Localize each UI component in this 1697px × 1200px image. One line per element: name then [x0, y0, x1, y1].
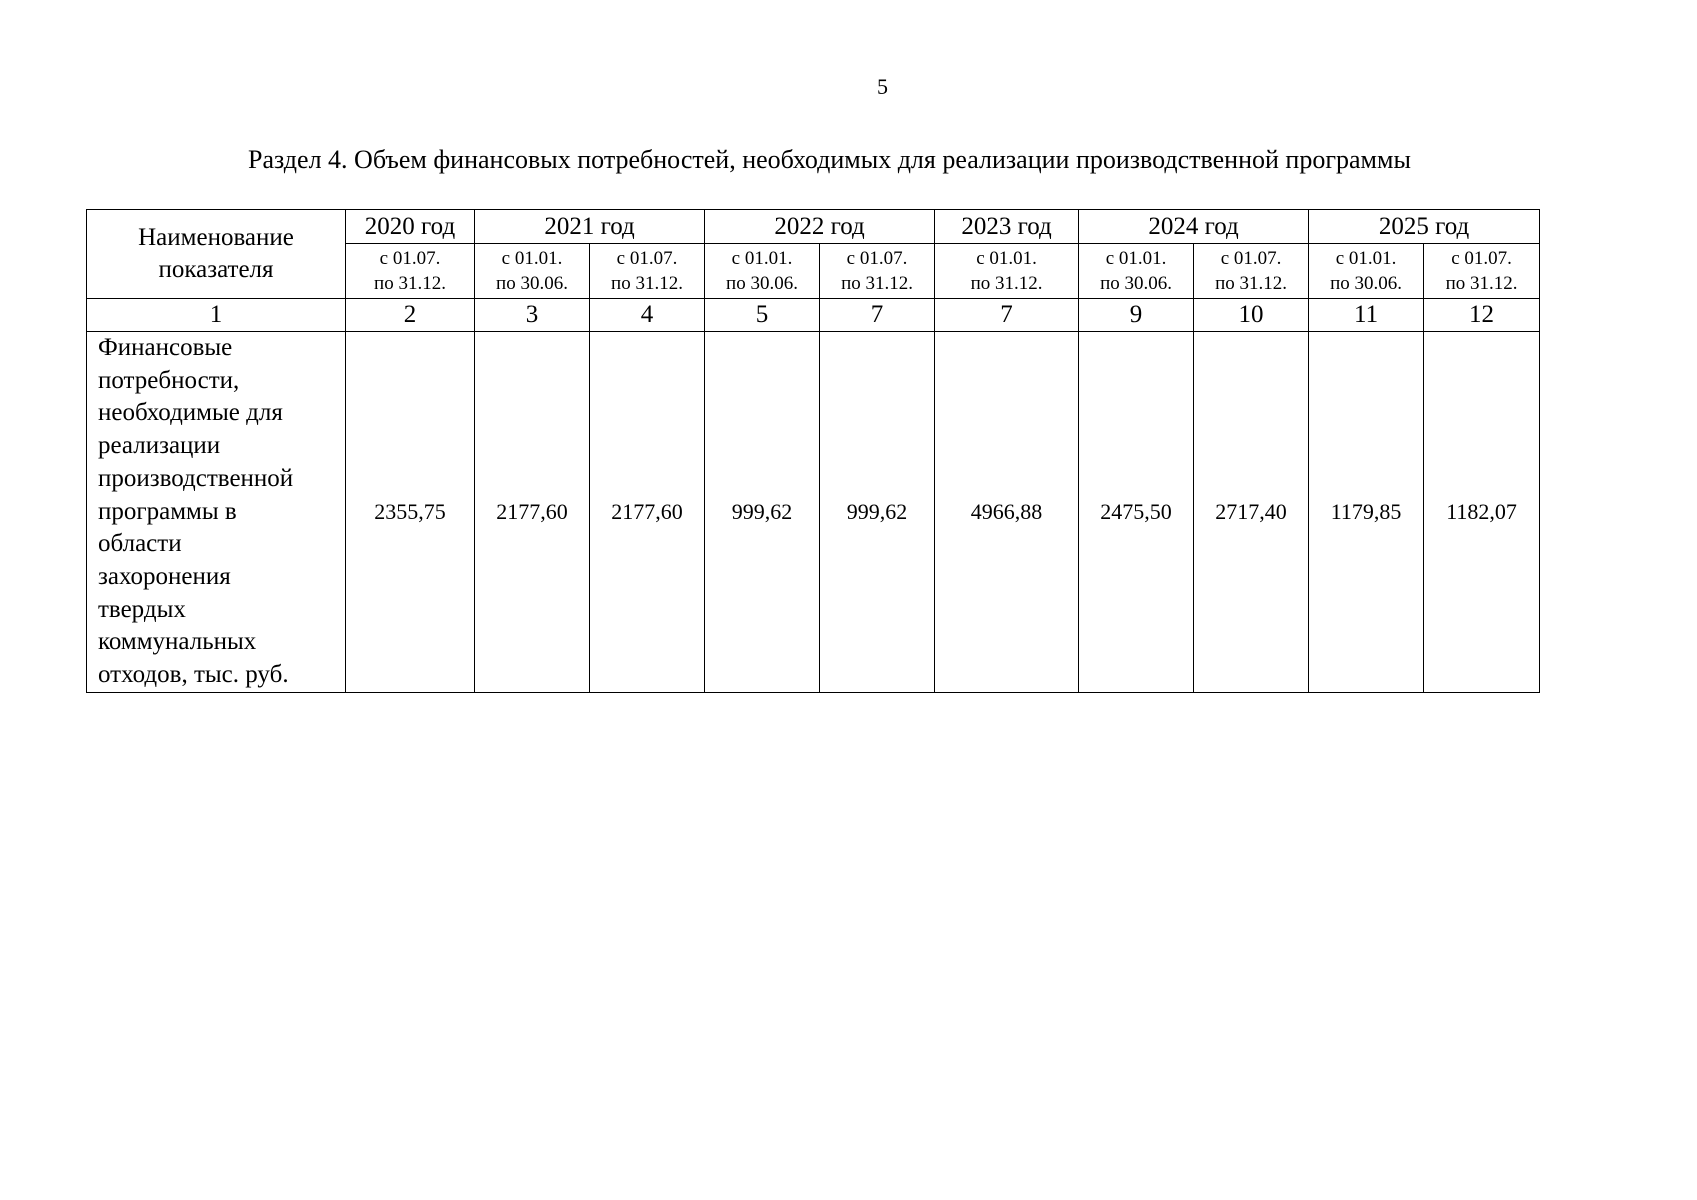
column-number: 5	[705, 299, 820, 332]
page-number: 5	[877, 74, 888, 99]
period-from: с 01.07.	[616, 248, 678, 269]
period-header	[1424, 244, 1540, 299]
period-from: с 01.01.	[501, 248, 563, 269]
period-header	[1309, 244, 1424, 299]
period-header	[475, 244, 590, 299]
period-from: с 01.07.	[379, 248, 441, 269]
year-header-2024: 2024 год	[1079, 210, 1309, 244]
indicator-name-line: коммунальных	[98, 628, 257, 656]
period-to: по 31.12.	[1445, 273, 1518, 294]
period-header	[1079, 244, 1194, 299]
period-header	[346, 244, 475, 299]
column-number: 2	[346, 299, 475, 332]
column-number: 9	[1079, 299, 1194, 332]
year-header-2021: 2021 год	[475, 210, 705, 244]
year-header-2020: 2020 год	[346, 210, 475, 244]
indicator-name-line: реализации	[98, 432, 221, 460]
value-cell: 999,62	[705, 332, 820, 693]
financial-needs-table	[86, 209, 1540, 693]
column-number-row	[87, 299, 1540, 332]
value-cell: 2475,50	[1079, 332, 1194, 693]
year-header-2025: 2025 год	[1309, 210, 1540, 244]
table-row	[87, 332, 1540, 693]
period-from: с 01.01.	[1335, 248, 1397, 269]
indicator-name-line: твердых	[98, 595, 186, 623]
period-header	[935, 244, 1079, 299]
value-cell: 2177,60	[590, 332, 705, 693]
indicator-name-header	[87, 210, 346, 299]
section-title: Раздел 4. Объем финансовых потребностей, необходимых для реализации производственной программы	[248, 145, 1411, 174]
period-from: с 01.07.	[1451, 248, 1512, 269]
column-number: 11	[1309, 299, 1424, 332]
column-number: 7	[820, 299, 935, 332]
column-number: 1	[87, 299, 346, 332]
indicator-name-line: программы в	[98, 497, 237, 525]
year-header-2022: 2022 год	[705, 210, 935, 244]
indicator-name-header-line: показателя	[158, 256, 274, 283]
period-to: по 31.12.	[611, 273, 683, 294]
indicator-name-line: области	[98, 530, 182, 558]
value-cell: 1182,07	[1424, 332, 1540, 693]
column-number: 12	[1424, 299, 1540, 332]
period-to: по 31.12.	[374, 273, 446, 294]
period-header	[705, 244, 820, 299]
year-header-2023: 2023 год	[935, 210, 1079, 244]
period-to: по 30.06.	[1330, 273, 1402, 294]
value-cell: 2355,75	[346, 332, 475, 693]
indicator-name-line: Финансовые	[98, 334, 233, 361]
period-to: по 30.06.	[726, 273, 798, 294]
indicator-name-line: захоронения	[98, 562, 231, 590]
indicator-name-cell	[87, 332, 346, 693]
period-header	[590, 244, 705, 299]
period-header	[820, 244, 935, 299]
value-cell: 4966,88	[935, 332, 1079, 693]
column-number: 3	[475, 299, 590, 332]
period-to: по 31.12.	[1215, 273, 1287, 294]
period-from: с 01.01.	[1105, 248, 1167, 269]
column-number: 10	[1194, 299, 1309, 332]
period-to: по 30.06.	[1100, 273, 1172, 294]
year-header-row	[87, 210, 1540, 244]
period-from: с 01.07.	[846, 248, 908, 269]
indicator-name-header-line: Наименование	[138, 224, 294, 251]
column-number: 7	[935, 299, 1079, 332]
period-from: с 01.01.	[731, 248, 793, 269]
indicator-name-line: потребности,	[98, 366, 240, 394]
indicator-name-line: производственной	[98, 464, 294, 492]
period-to: по 31.12.	[841, 273, 913, 294]
indicator-name-line: необходимые для	[98, 399, 283, 427]
value-cell: 2177,60	[475, 332, 590, 693]
period-to: по 30.06.	[496, 273, 568, 294]
value-cell: 1179,85	[1309, 332, 1424, 693]
period-to: по 31.12.	[970, 273, 1043, 294]
period-from: с 01.01.	[976, 248, 1037, 269]
period-from: с 01.07.	[1220, 248, 1282, 269]
column-number: 4	[590, 299, 705, 332]
period-header	[1194, 244, 1309, 299]
indicator-name-line: отходов, тыс. руб.	[98, 661, 289, 689]
value-cell: 2717,40	[1194, 332, 1309, 693]
value-cell: 999,62	[820, 332, 935, 693]
